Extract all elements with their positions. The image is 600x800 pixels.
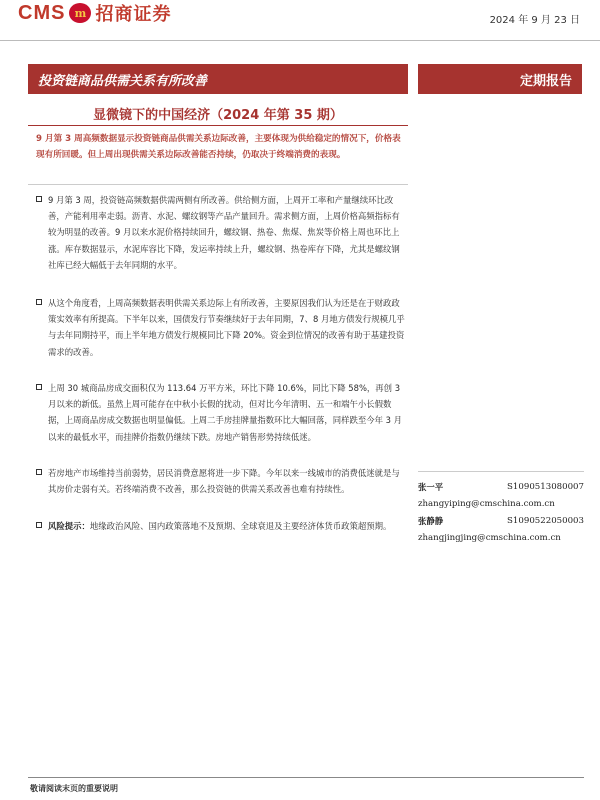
bullet-item (36, 465, 406, 497)
footer-divider (28, 777, 584, 778)
report-date: 2024 年 9 月 23 日 (489, 15, 580, 26)
bullet-item (36, 192, 406, 273)
bullet-text: 9 月第 3 周，投资链高频数据供需两侧有所改善。供给侧方面，上周开工率和产量继续环比改善，产能利用率走弱。沥青、水泥、螺纹钢等产品产量回升。需求侧方面，上周价格高频指标有较为明显的改善。9 月以来水泥价格持续回升，螺纹钢、热卷、焦煤、焦炭等价格上周也环比上涨。库存数据显示，水泥库容比下降，发运率持续上升，螺纹钢、热卷库存下降，尤其是螺纹钢社库已经大幅低于去年同期的水平。 (48, 195, 400, 270)
cms-logo (18, 0, 171, 26)
report-type: 定期报告 (519, 73, 572, 89)
bullet-square-icon (36, 384, 42, 390)
report-title: 显微镜下的中国经济（2024 年第 35 期） (93, 108, 343, 123)
report-category: 投资链商品供需关系有所改善 (38, 73, 208, 89)
footer-disclaimer: 敬请阅读末页的重要说明 (30, 784, 118, 793)
bullet-square-icon (36, 522, 42, 528)
analyst-card (418, 478, 584, 512)
bullet-item (36, 295, 406, 360)
logo-cn-text: 招商证券 (95, 4, 172, 25)
report-type-banner (418, 64, 582, 94)
bullet-square-icon (36, 299, 42, 305)
analyst-cert: S1090522050003 (507, 515, 584, 526)
analyst-email[interactable]: zhangjingjing@cmschina.com.cn (418, 532, 561, 543)
bullet-item (36, 380, 406, 445)
bullet-text: 上周 30 城商品房成交面积仅为 113.64 万平方米，环比下降 10.6%，同比下降 58%，再创 3 月以来的新低。虽然上周可能存在中秋小长假的扰动，但对比今年清明、五一和端午小长假数据，上周商品房成交数据也明显偏低。上周二手房挂牌量指数环比大幅回落，同样跌至今年 3 月以来的最低水平，而挂牌价指数仍继续下跌。房地产销售形势持续低迷。 (48, 383, 403, 442)
analyst-name: 张静静 (418, 515, 444, 526)
bullet-text: 地缘政治风险、国内政策落地不及预期、全球衰退及主要经济体货币政策超预期。 (89, 521, 392, 531)
bullet-text: 若房地产市场维持当前弱势，居民消费意愿将进一步下降。今年以来一线城市的消费低迷就是与其房价走弱有关。若终端消费不改善，那么投资链的供需关系改善也难有持续性。 (48, 468, 400, 495)
risk-warning (36, 518, 406, 534)
analyst-email[interactable]: zhangyiping@cmschina.com.cn (418, 498, 555, 509)
bullet-square-icon (36, 196, 42, 202)
report-category-banner (28, 64, 408, 94)
bullet-square-icon (36, 469, 42, 475)
analyst-divider (418, 471, 584, 472)
analyst-card (418, 512, 584, 546)
analyst-name: 张一平 (418, 481, 444, 492)
logo-emblem-icon: m (69, 3, 91, 23)
summary-divider (28, 184, 408, 185)
analyst-cert: S1090513080007 (507, 481, 584, 492)
title-divider (28, 125, 408, 126)
bullet-text: 从这个角度看，上周高频数据表明供需关系边际上有所改善，主要原因我们认为还是在于财政政策实效率有所提高。下半年以来，国债发行节奏继续好于去年同期，7、8 月地方债发行规模几乎与去年同期持平，而上半年地方债发行规模同比下降 20%。资金到位情况的改善有助于基建投资需求的改善。 (48, 298, 405, 357)
report-summary: 9 月第 3 周高频数据显示投资链商品供需关系边际改善，主要体现为供给稳定的情况下，价格表现有所回暖。但上周出现供需关系边际改善能否持续，仍取决于终端消费的表现。 (36, 134, 401, 160)
header-divider (0, 40, 600, 41)
risk-warning-label: 风险提示： (48, 521, 90, 531)
page-header (0, 0, 600, 42)
logo-en-text: CMS (18, 1, 66, 24)
